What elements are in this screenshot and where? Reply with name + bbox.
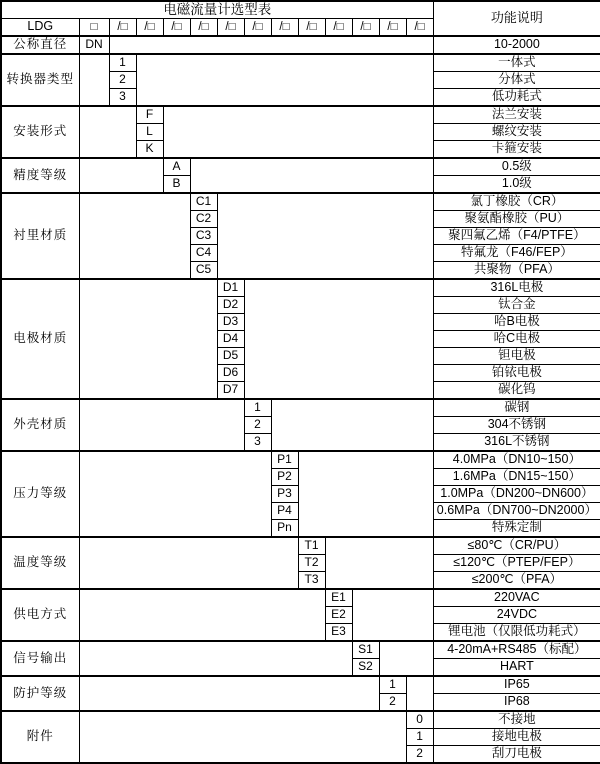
spacer-cell [79, 676, 379, 711]
option-function: 1.6MPa（DN15~150） [433, 469, 600, 486]
spacer-cell [79, 193, 190, 279]
option-code: D4 [217, 331, 244, 348]
option-code: L [136, 124, 163, 141]
option-function: 316L电极 [433, 279, 600, 297]
option-function: 分体式 [433, 72, 600, 89]
option-code: 2 [379, 694, 406, 712]
group-label-electrode-material: 电极材质 [1, 279, 79, 399]
option-code: S2 [352, 659, 379, 677]
selection-slot-box: /□ [325, 19, 352, 37]
option-code: P2 [271, 469, 298, 486]
option-code: D7 [217, 382, 244, 400]
spacer-cell [352, 589, 433, 641]
option-function: 特殊定制 [433, 520, 600, 538]
spacer-cell [406, 676, 433, 711]
option-code: 0 [406, 711, 433, 729]
spacer-cell [79, 54, 109, 106]
selection-slot-box: /□ [298, 19, 325, 37]
option-function: 碳化钨 [433, 382, 600, 400]
group-label-converter-type: 转换器类型 [1, 54, 79, 106]
option-code: 2 [109, 72, 136, 89]
option-code: 2 [244, 417, 271, 434]
spacer-cell [379, 641, 433, 676]
option-code: 1 [406, 729, 433, 746]
option-function: 铂铱电极 [433, 365, 600, 382]
option-code: E2 [325, 607, 352, 624]
group-label-power-supply: 供电方式 [1, 589, 79, 641]
group-label-signal-output: 信号输出 [1, 641, 79, 676]
option-code: B [163, 176, 190, 194]
option-code: T1 [298, 537, 325, 555]
option-function: IP65 [433, 676, 600, 694]
option-code: 3 [109, 89, 136, 107]
option-function: 钛合金 [433, 297, 600, 314]
option-code: A [163, 158, 190, 176]
option-code: D6 [217, 365, 244, 382]
group-label-installation: 安装形式 [1, 106, 79, 158]
spacer-cell [190, 158, 433, 193]
option-function: 锂电池（仅限低功耗式） [433, 624, 600, 642]
option-function: 316L不锈钢 [433, 434, 600, 452]
spacer-cell [79, 279, 217, 399]
group-label-protection-rating: 防护等级 [1, 676, 79, 711]
option-function: 一体式 [433, 54, 600, 72]
option-code: D5 [217, 348, 244, 365]
option-code: 3 [244, 434, 271, 452]
option-code: K [136, 141, 163, 159]
option-code: 1 [379, 676, 406, 694]
option-function: 4.0MPa（DN10~150） [433, 451, 600, 469]
group-label-lining-material: 衬里材质 [1, 193, 79, 279]
option-code: D2 [217, 297, 244, 314]
option-function: 法兰安装 [433, 106, 600, 124]
option-code: D3 [217, 314, 244, 331]
option-function: ≤200℃（PFA） [433, 572, 600, 590]
option-code: DN [79, 36, 109, 54]
option-code: Pn [271, 520, 298, 538]
option-code: T2 [298, 555, 325, 572]
group-label-housing-material: 外壳材质 [1, 399, 79, 451]
option-function: 1.0MPa（DN200~DN600） [433, 486, 600, 503]
option-code: P1 [271, 451, 298, 469]
spacer-cell [109, 36, 433, 54]
selection-slot-box: /□ [352, 19, 379, 37]
group-label-temperature-rating: 温度等级 [1, 537, 79, 589]
option-code: P4 [271, 503, 298, 520]
group-label-accuracy: 精度等级 [1, 158, 79, 193]
group-label-pressure-rating: 压力等级 [1, 451, 79, 537]
spacer-cell [217, 193, 433, 279]
spacer-cell [79, 158, 163, 193]
selection-slot-box: /□ [379, 19, 406, 37]
option-code: C2 [190, 211, 217, 228]
option-code: C5 [190, 262, 217, 280]
option-function: 刮刀电极 [433, 746, 600, 764]
selection-slot-box: /□ [163, 19, 190, 37]
selection-slot-box: /□ [190, 19, 217, 37]
option-code: 1 [109, 54, 136, 72]
option-function: 螺纹安装 [433, 124, 600, 141]
spacer-cell [79, 589, 325, 641]
selection-slot-box: /□ [406, 19, 433, 37]
option-function: 304不锈钢 [433, 417, 600, 434]
spacer-cell [271, 399, 433, 451]
option-function: 24VDC [433, 607, 600, 624]
option-code: S1 [352, 641, 379, 659]
spacer-cell [79, 641, 352, 676]
option-function: 0.5级 [433, 158, 600, 176]
selection-slot-box: /□ [109, 19, 136, 37]
option-code: T3 [298, 572, 325, 590]
option-function: ≤120℃（PTEP/FEP） [433, 555, 600, 572]
option-function: HART [433, 659, 600, 677]
selection-slot-box: /□ [244, 19, 271, 37]
option-function: 碳钢 [433, 399, 600, 417]
option-code: E1 [325, 589, 352, 607]
option-code: E3 [325, 624, 352, 642]
option-function: 1.0级 [433, 176, 600, 194]
option-function: 特氟龙（F46/FEP） [433, 245, 600, 262]
spacer-cell [298, 451, 433, 537]
dn-selection-box: □ [79, 19, 109, 37]
option-function: 低功耗式 [433, 89, 600, 107]
option-function: 钽电极 [433, 348, 600, 365]
option-function: 不接地 [433, 711, 600, 729]
group-label-diameter: 公称直径 [1, 36, 79, 54]
option-code: C4 [190, 245, 217, 262]
option-code: 1 [244, 399, 271, 417]
group-label-accessories: 附件 [1, 711, 79, 763]
option-function: 氯丁橡胶（CR） [433, 193, 600, 211]
model-prefix-label: LDG [1, 19, 79, 37]
selection-slot-box: /□ [271, 19, 298, 37]
option-code: 2 [406, 746, 433, 764]
spacer-cell [163, 106, 433, 158]
option-code: D1 [217, 279, 244, 297]
option-function: 卡箍安装 [433, 141, 600, 159]
option-function: 共聚物（PFA） [433, 262, 600, 280]
spacer-cell [244, 279, 433, 399]
selection-slot-box: /□ [136, 19, 163, 37]
spacer-cell [79, 399, 244, 451]
option-function: 0.6MPa（DN700~DN2000） [433, 503, 600, 520]
table-title: 电磁流量计选型表 [1, 1, 433, 19]
spacer-cell [79, 537, 298, 589]
option-function: 4-20mA+RS485（标配） [433, 641, 600, 659]
spacer-cell [79, 451, 271, 537]
option-function: 220VAC [433, 589, 600, 607]
option-function: 聚氨酯橡胶（PU） [433, 211, 600, 228]
selection-slot-box: /□ [217, 19, 244, 37]
option-function: 哈C电极 [433, 331, 600, 348]
option-function: IP68 [433, 694, 600, 712]
option-function: ≤80℃（CR/PU） [433, 537, 600, 555]
option-function: 聚四氟乙烯（F4/PTFE） [433, 228, 600, 245]
spacer-cell [79, 106, 136, 158]
function-column-header: 功能说明 [433, 1, 600, 36]
spacer-cell [79, 711, 406, 763]
option-code: C1 [190, 193, 217, 211]
option-function: 10-2000 [433, 36, 600, 54]
option-function: 哈B电极 [433, 314, 600, 331]
spacer-cell [136, 54, 433, 106]
option-function: 接地电极 [433, 729, 600, 746]
option-code: F [136, 106, 163, 124]
option-code: P3 [271, 486, 298, 503]
option-code: C3 [190, 228, 217, 245]
spacer-cell [325, 537, 433, 589]
